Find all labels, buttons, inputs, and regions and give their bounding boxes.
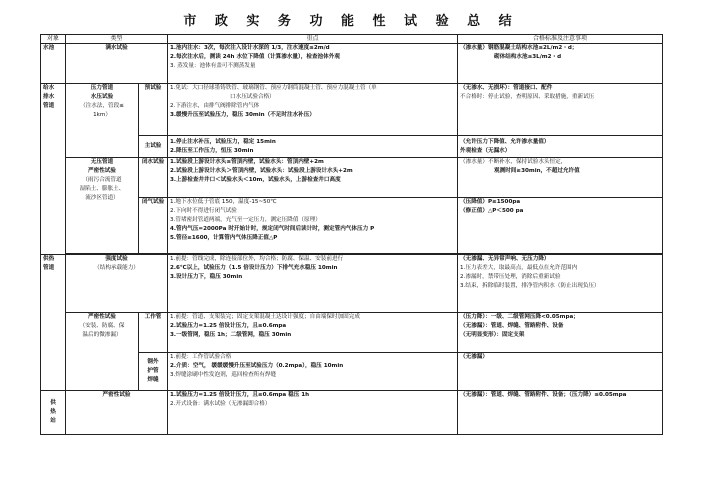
station-key-points: 1.试验压力=1.25 倍设计压力，且≥0.6mpa 稳压 1h 2.开式设备：满水试验（无渗漏即合格） <box>168 391 458 435</box>
strength-key-points: 1.前提：管线完成，除连接部位外，均合格；防腐、保温、安装前进行 2.6℃以上，试验压力（1.5 倍设计压力）下排气充水稳压 10min 3.设计压力下，稳压 30min <box>168 255 458 313</box>
work-pipe-standards: （压力降）：一级、二级管网压降<0.05mpa； （无渗漏）：管道、焊缝、管路附件、设备 （无明显变形）：固定支架 <box>458 313 663 353</box>
type-strength-test: 强度试验 （结构承载能力） <box>66 255 168 313</box>
summary-table <box>40 34 663 435</box>
casing-weld-standards: （无渗漏） <box>458 353 663 391</box>
pool-standards: （渗水量）钢筋混凝土结构水池≤2L/m2・d； 砌体结构水池≤3L/m2・d <box>458 44 663 84</box>
main-test-standards: （允许压力下降值、允许渗水量值） 外观检查（无漏水） <box>458 136 663 158</box>
type-non-pressure-pipe: 无压管道 严密性试验 （雨污合流管道 湿陷土、膨胀土、 流沙区管道） <box>66 158 139 254</box>
table-header-row <box>41 35 663 44</box>
table-row <box>41 391 663 435</box>
subtype-work-pipe: 工作管 <box>139 313 168 353</box>
header-key-points: 重点 <box>168 35 458 44</box>
table-row <box>41 44 663 84</box>
subtype-closed-water-test: 闭水试验 <box>139 158 168 198</box>
header-type: 类型 <box>66 35 168 44</box>
object-pool: 水池 <box>41 44 66 84</box>
subtype-main-test: 主试验 <box>139 136 168 158</box>
type-tightness-test: 严密性试验 （安装、防腐、保 温后的微渗漏） <box>66 313 139 391</box>
object-heating-station: 供 热 站 <box>41 391 66 435</box>
header-standards: 合格标准及注意事项 <box>458 35 663 44</box>
table-row <box>41 313 663 353</box>
table-row <box>41 84 663 136</box>
main-test-key-points: 1.停止注水补压，试验压力，稳定 15min 2.降压至工作压力，恒压 30min <box>168 136 458 158</box>
object-water-drainage-pipe: 给水 排水 管道 <box>41 84 66 255</box>
table-row <box>41 255 663 313</box>
closed-gas-standards: （压降值）P≥1500pa （修正值）△P＜500 pa <box>458 198 663 254</box>
header-object: 对象 <box>41 35 66 44</box>
subtype-pre-test: 预试验 <box>139 84 168 136</box>
subtype-closed-gas-test: 闭气试验 <box>139 198 168 254</box>
type-full-water-test: 满水试验 <box>66 44 168 84</box>
closed-water-key-points: 1.试验段上游设计水头≤管顶内壁，试验水头：管顶内壁+2m 2.试验段上游设计水头＞管顶内壁，试验水头：试验段上游设计水头+2m 3.上游检查井井口＜试验水头＜10m，试验水头，上游检查井口高度 <box>168 158 458 198</box>
page-title: 市 政 实 务 功 能 性 试 验 总 结 <box>183 14 519 29</box>
closed-water-standards: （渗水量）不断补水，保持试验水头恒定， 观测时间≥30min，不超过允许值 <box>458 158 663 198</box>
pre-test-key-points: 1.免试：大口径球墨铸铁管、玻璃钢管、预应力钢筒混凝土管、预应力混凝土管（单 口水压试验合格） 2.下游注水，由排气阀排除管内气体 3.缓慢升压至试验压力，稳压 30min（不足时注水补压） <box>168 84 458 136</box>
object-heating-pipe: 供热 管道 <box>41 255 66 391</box>
pre-test-standards: （无渗水、无损坏）：管道接口、配件 不合格时：停止试验，查明原因、采取措施，重新试压 <box>458 84 663 136</box>
type-pressure-pipe: 压力管道 水压试验 （注水法，管段≤ 1km） <box>66 84 139 158</box>
type-station-tightness-test: 严密性试验 <box>66 391 168 435</box>
station-standards: （无渗漏）：管道、焊缝、管路附件、设备；（压力降）≤0.05mpa <box>458 391 663 435</box>
pool-key-points: 1.池内注水：3次，每次注入设计水深的 1/3，注水速度≤2m/d 2.每次注水后，测读 24h 水位下降值（计算渗水量），检查池体外观 3. 蒸发量：池体有盖可不测蒸发量 <box>168 44 458 84</box>
casing-weld-key-points: 1.前提：工作管试验合格 2.介质：空气， 缓缓缓慢升压至试验压力（0.2mpa），稳压 10min 3.焊缝涂刷中性发泡剂，巡回检查所有焊缝 <box>168 353 458 391</box>
strength-standards: （无渗漏、无异常声响、无压力降） 1.压力表差大，取最高点，最低点在允许范围内 2.渗漏时，禁带压处理，消除后重新试验 3.结束，拆除临时装置，排净管内积水（防止出现负压） <box>458 255 663 313</box>
table-row <box>41 158 663 198</box>
subtype-steel-casing-weld: 钢外 护管 焊缝 <box>139 353 168 391</box>
work-pipe-key-points: 1.前提：管道、支架装完；固定支架混凝土达设计强度；自由端保时加固完成 2.试验压力=1.25 倍设计压力，且≥0.6mpa 3.一级管网，稳压 1h；二级管网，稳压 30min <box>168 313 458 353</box>
closed-gas-key-points: 1.地下水位低于管底 150，温度-15~50℃ 2.下向时不得进行闭气试验 3.管堵密封管道两端，充气至一定压力，测定压降值（原理） 4.管内气压=2000Pa 时开始计时，规定闭气时间后读计时，测定管内气体压力 P 5.管径≥1600，计算管内气体压降正值△P <box>168 198 458 254</box>
